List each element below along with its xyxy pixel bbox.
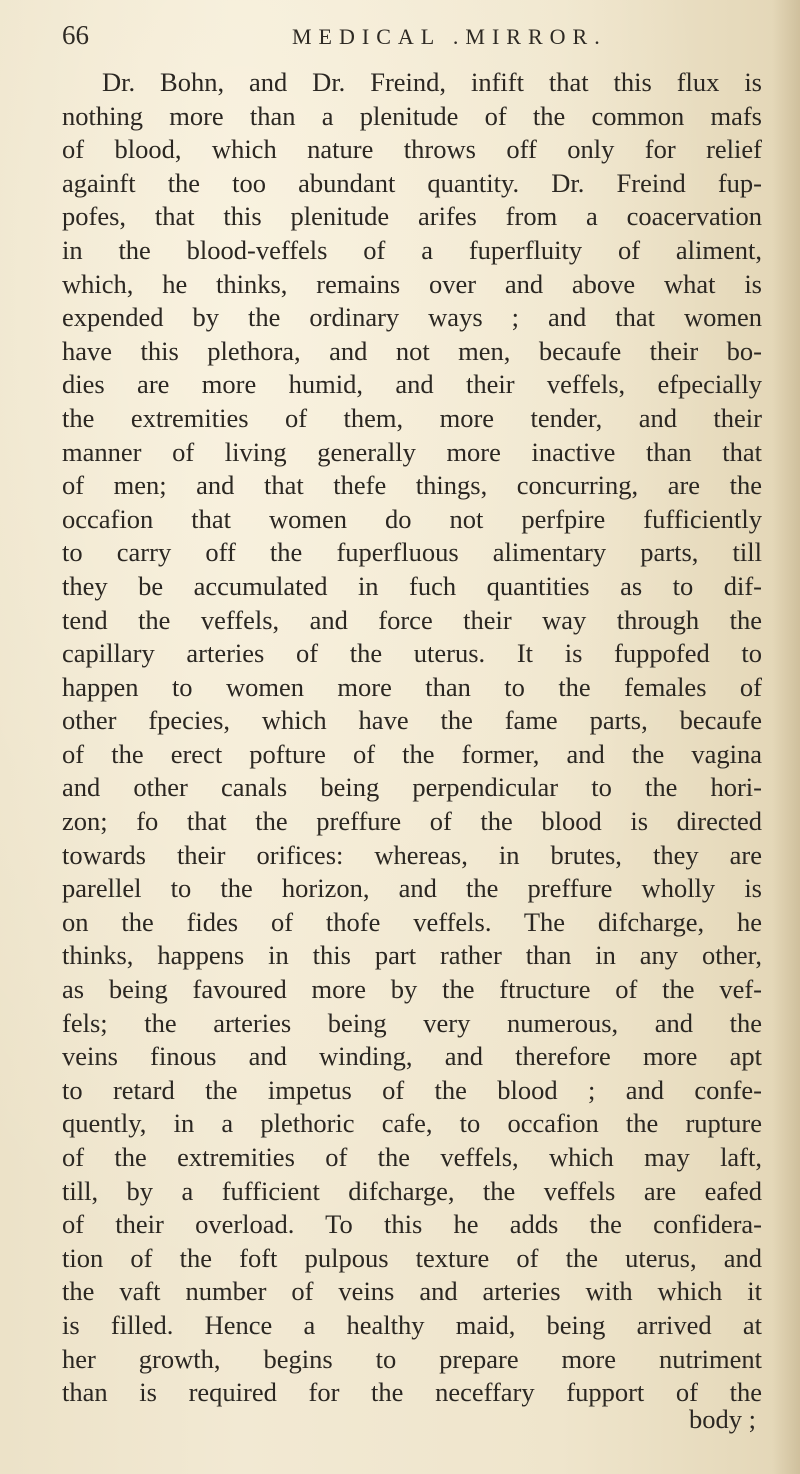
text-line: the extremities of them, more tender, and their (62, 402, 762, 433)
text-line: tion of the foft pulpous texture of the uterus, and (62, 1242, 762, 1273)
text-line: than is required for the neceffary fupport of the (62, 1377, 762, 1408)
page-header (62, 18, 762, 58)
text-line: other fpecies, which have the fame parts, becaufe (62, 705, 762, 736)
text-line: againft the too abundant quantity. Dr. Freind fup- (62, 167, 762, 198)
text-line: expended by the ordinary ways ; and that women (62, 302, 762, 333)
text-line: dies are more humid, and their veffels, efpecially (62, 369, 762, 400)
text-line: veins finous and winding, and therefore more apt (62, 1041, 762, 1072)
text-line: the vaft number of veins and arteries with which it (62, 1276, 762, 1307)
text-line: have this plethora, and not men, becaufe their bo- (62, 335, 762, 366)
text-line: quently, in a plethoric cafe, to occafion the rupture (62, 1108, 762, 1139)
text-line: tend the veffels, and force their way through the (62, 604, 762, 635)
text-line: to retard the impetus of the blood ; and confe- (62, 1074, 762, 1105)
text-line: Dr. Bohn, and Dr. Freind, infift that this flux is (102, 67, 762, 97)
text-line: of their overload. To this he adds the confidera- (62, 1209, 762, 1240)
text-line: thinks, happens in this part rather than in any other, (62, 940, 762, 971)
text-line: towards their orifices: whereas, in brutes, they are (62, 839, 762, 870)
text-line: which, he thinks, remains over and above what is (62, 268, 762, 299)
text-line: parellel to the horizon, and the preffure wholly is (62, 873, 762, 904)
text-line: of the erect pofture of the former, and the vagina (62, 738, 762, 769)
text-line: as being favoured more by the ftructure of the vef- (62, 974, 762, 1005)
page-edge-shadow (772, 0, 800, 1474)
text-line: to carry off the fuperfluous alimentary parts, till (62, 537, 762, 568)
body-paragraph (62, 66, 762, 1410)
text-line: is filled. Hence a healthy maid, being arrived at (62, 1309, 762, 1340)
text-line: occafion that women do not perfpire fufficiently (62, 503, 762, 534)
text-line: on the fides of thofe veffels. The difcharge, he (62, 906, 762, 937)
text-line: of men; and that thefe things, concurring, are the (62, 470, 762, 501)
text-line: capillary arteries of the uterus. It is fuppofed to (62, 638, 762, 669)
text-line: pofes, that this plenitude arifes from a coacervation (62, 201, 762, 232)
text-line: till, by a fufficient difcharge, the veffels are eafed (62, 1175, 762, 1206)
text-line: happen to women more than to the females of (62, 671, 762, 702)
text-line: and other canals being perpendicular to the hori- (62, 772, 762, 803)
catchword: body ; (689, 1404, 756, 1434)
text-line: fels; the arteries being very numerous, and the (62, 1007, 762, 1038)
text-line: of blood, which nature throws off only for relief (62, 134, 762, 165)
text-line: manner of living generally more inactive than that (62, 436, 762, 467)
text-line: in the blood-veffels of a fuperfluity of aliment, (62, 234, 762, 265)
text-line: nothing more than a plenitude of the common mafs (62, 100, 762, 131)
text-line: her growth, begins to prepare more nutriment (62, 1343, 762, 1374)
text-line: zon; fo that the preffure of the blood is directed (62, 806, 762, 837)
text-line: they be accumulated in fuch quantities as to dif- (62, 570, 762, 601)
page-number: 66 (62, 20, 89, 50)
text-line: of the extremities of the veffels, which may laft, (62, 1142, 762, 1172)
running-head: MEDICAL .MIRROR. (292, 24, 607, 49)
